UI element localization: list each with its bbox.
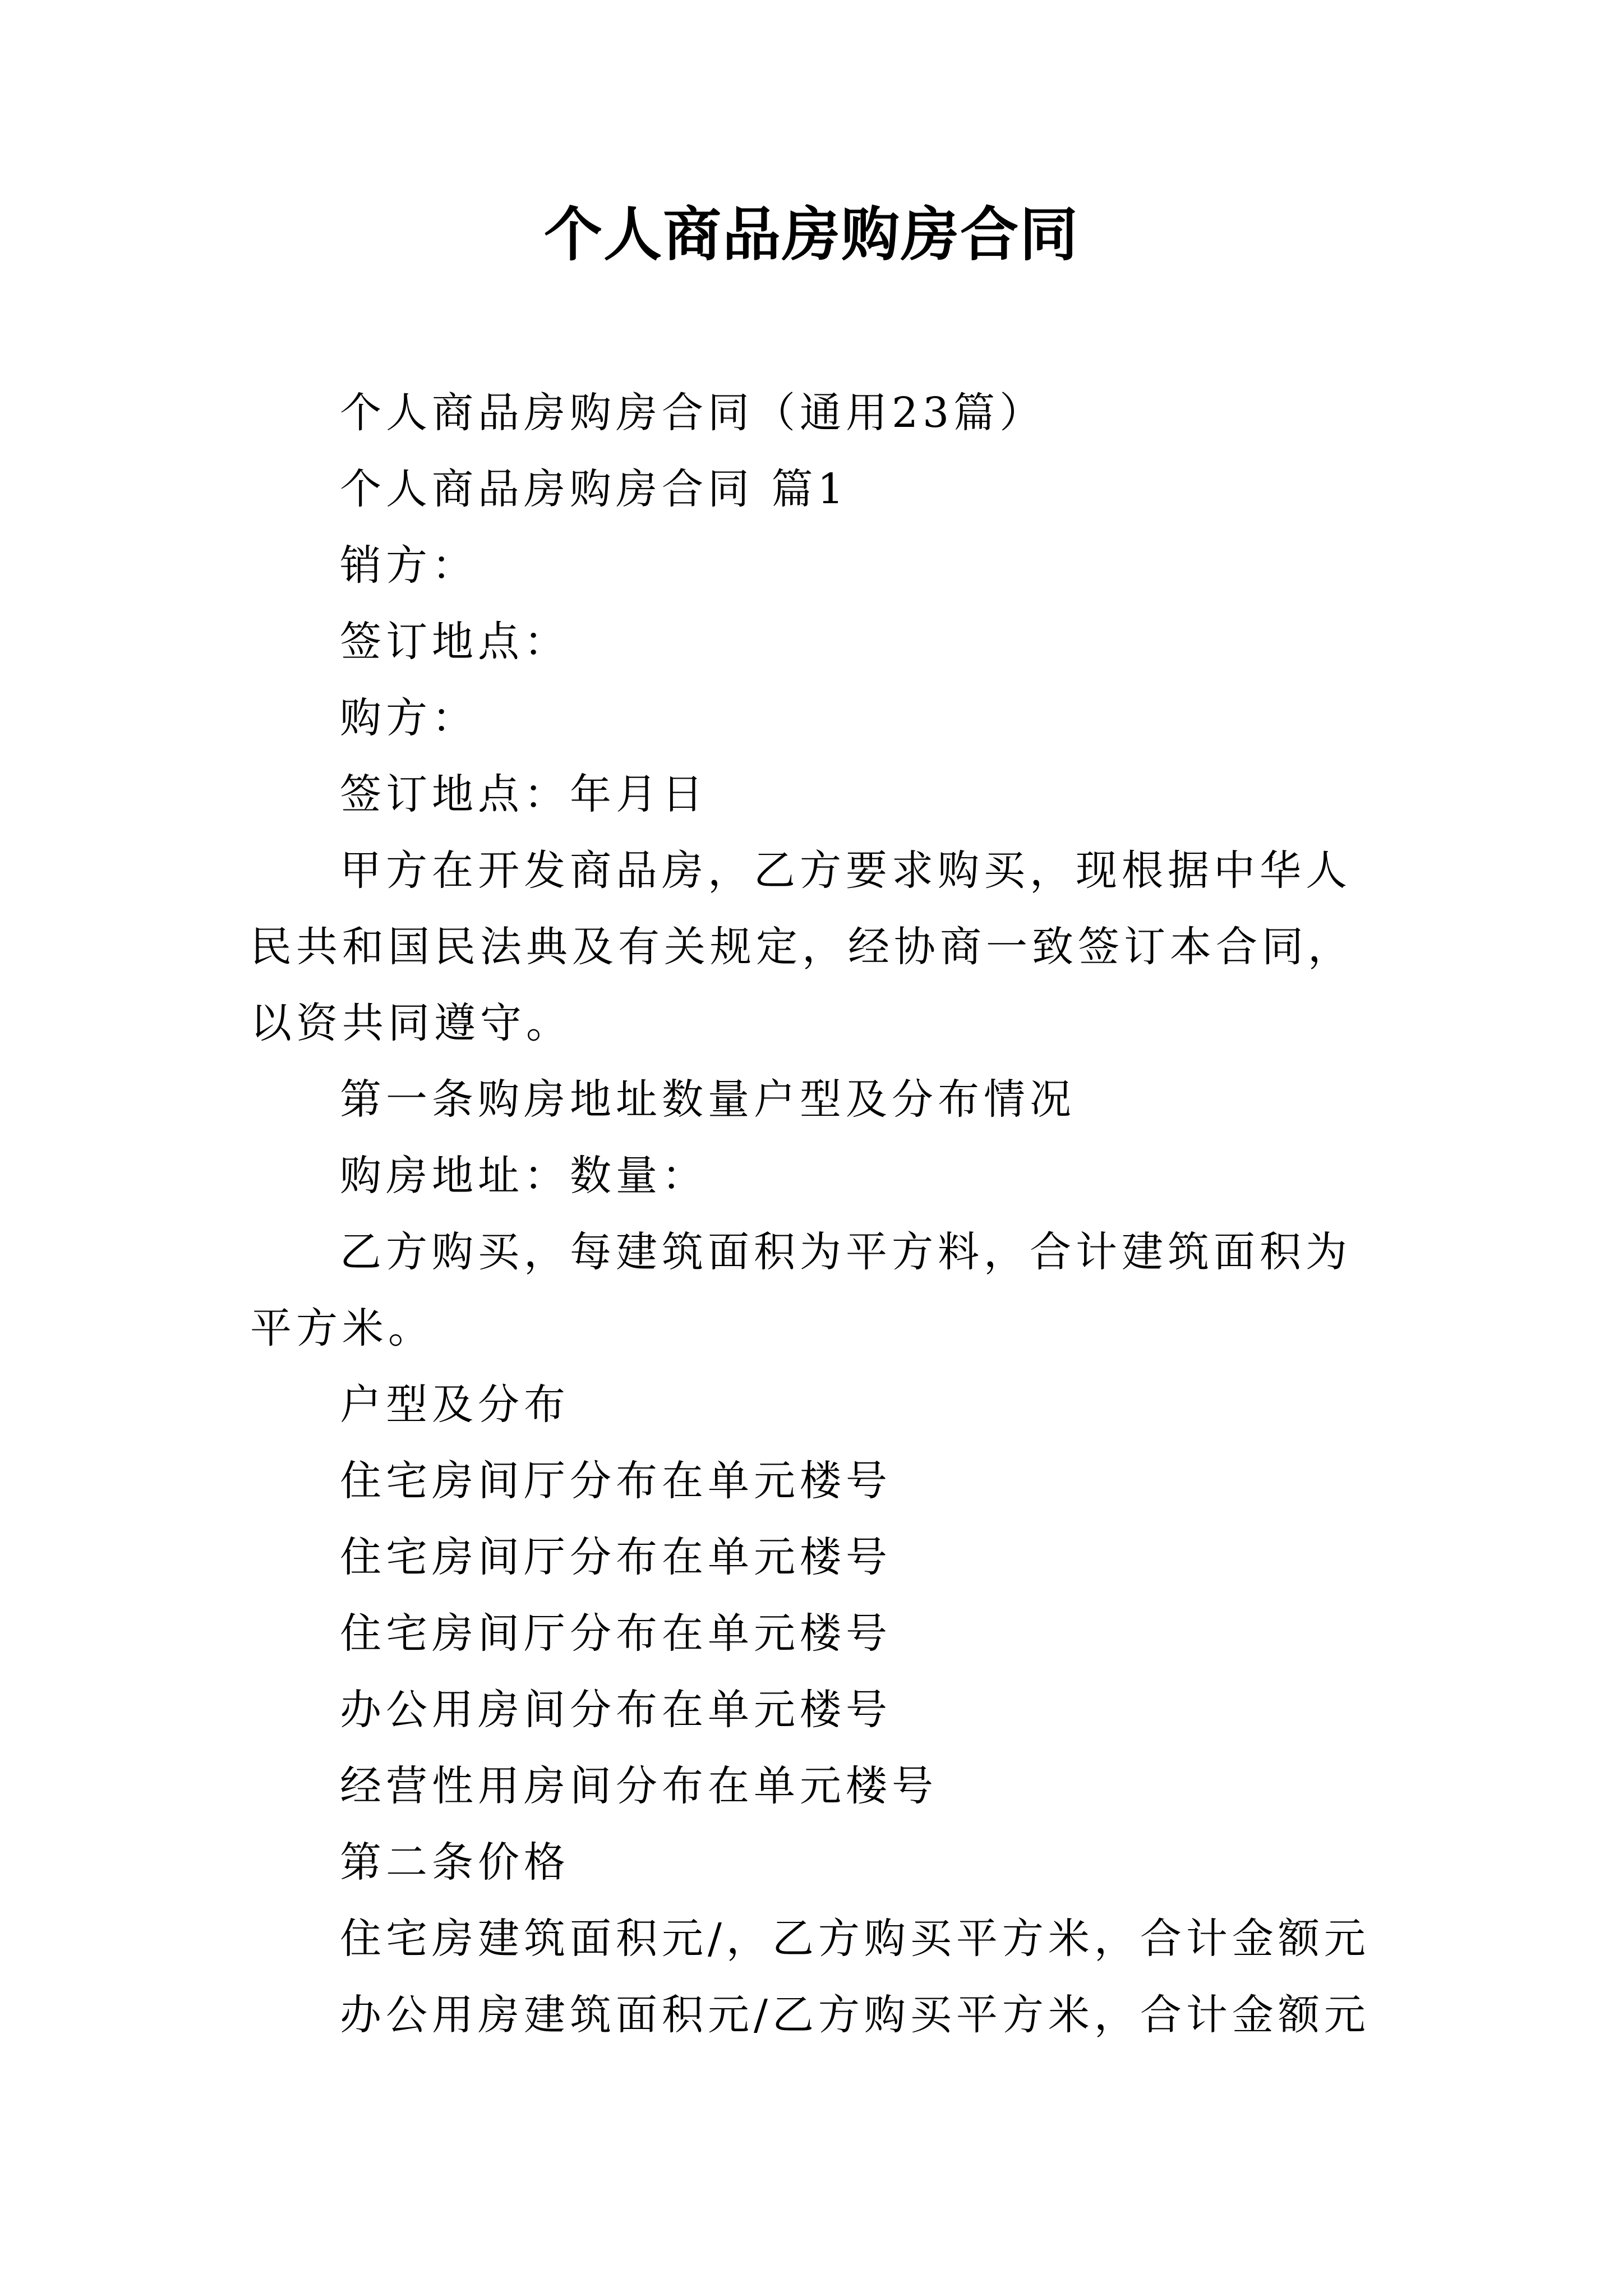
paragraph-article-2-heading: 第二条价格: [340, 1838, 570, 1887]
document-title: 个人商品房购房合同: [543, 200, 1079, 269]
paragraph-collection-title: 个人商品房购房合同（通用23篇）: [340, 389, 1046, 437]
paragraph-buyer: 购方：: [340, 694, 478, 742]
paragraph-seller: 销方：: [340, 541, 478, 590]
paragraph-signing-date: 签订地点：年月日: [340, 770, 708, 818]
paragraph-area: 乙方购买，每建筑面积为平方料，合计建筑面积为平方米。: [250, 1228, 1352, 1352]
paragraph-address-quantity: 购房地址：数量：: [340, 1152, 708, 1200]
paragraph-article-1-heading: 第一条购房地址数量户型及分布情况: [340, 1075, 1076, 1124]
paragraph-signing-place: 签订地点：: [340, 618, 570, 666]
paragraph-layout-heading: 户型及分布: [340, 1381, 570, 1429]
paragraph-residence-3: 住宅房间厅分布在单元楼号: [340, 1609, 892, 1658]
document-body: [250, 375, 1394, 2053]
paragraph-commercial: 经营性用房间分布在单元楼号: [340, 1762, 938, 1810]
paragraph-residence-price: 住宅房建筑面积元/，乙方购买平方米，合计金额元: [340, 1915, 1370, 1963]
paragraph-contract-heading: 个人商品房购房合同 篇1: [340, 465, 849, 513]
paragraph-preamble: 甲方在开发商品房，乙方要求购买，现根据中华人民共和国民法典及有关规定，经协商一致签订本合同，以资共同遵守。: [250, 846, 1354, 1047]
paragraph-residence-2: 住宅房间厅分布在单元楼号: [340, 1533, 892, 1581]
paragraph-office: 办公用房间分布在单元楼号: [340, 1686, 892, 1734]
paragraph-residence-1: 住宅房间厅分布在单元楼号: [340, 1457, 892, 1505]
paragraph-office-price: 办公用房建筑面积元/乙方购买平方米，合计金额元: [340, 1991, 1370, 2039]
